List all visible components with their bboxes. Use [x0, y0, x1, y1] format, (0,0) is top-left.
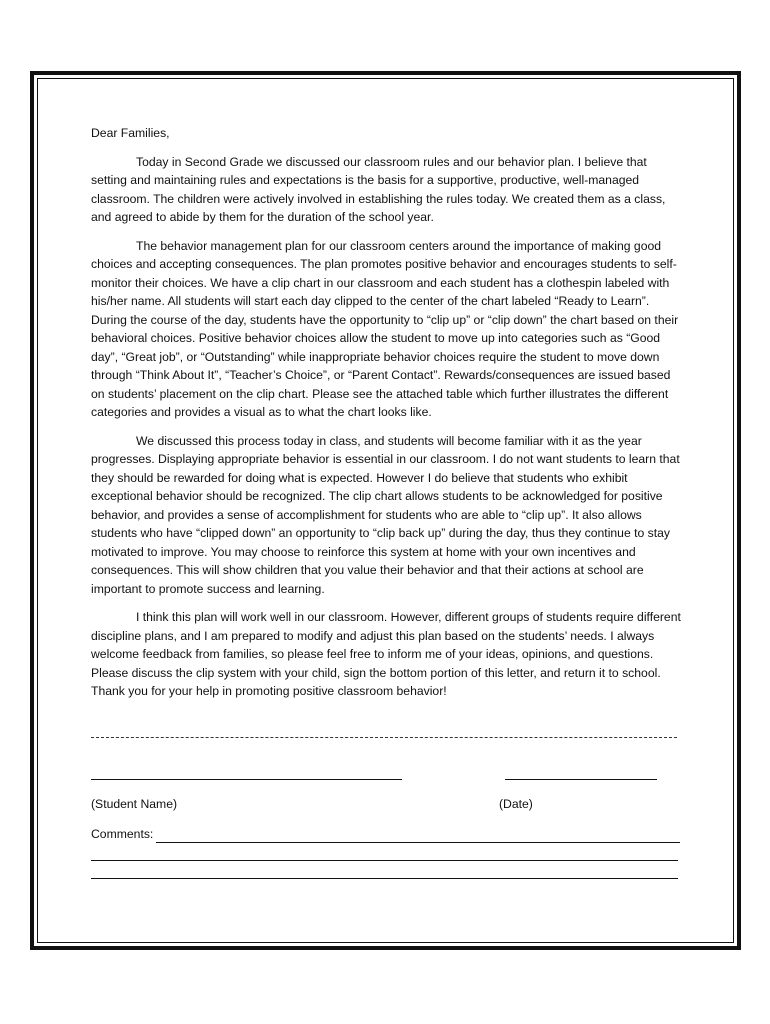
comments-line-2[interactable]	[91, 860, 678, 861]
paragraph-process: We discussed this process today in class, and students will become familiar with it as the year progresses. Displaying appropriate behavior is essential in our classroom. I do not want students to learn that they should be rewarded for doing what is expected. However I do believe that students who exhibit exceptional behavior should be recognized. The clip chart allows students to be acknowledged for positive behavior, and provides a sense of accomplishment for students who are able to “clip up”. It also allows students who have “clipped down” an opportunity to “clip back up” during the day, thus they continue to stay motivated to improve. You may choose to reinforce this system at home with your own incentives and consequences. This will show children that you value their behavior and that their actions at school are important to promote success and learning.	[91, 433, 680, 596]
greeting: Dear Families,	[91, 126, 170, 140]
paragraph-intro: Today in Second Grade we discussed our classroom rules and our behavior plan. I believe that setting and maintaining rules and expectations is the basis for a supportive, productive, well-managed classroom. The children were actively involved in establishing the rules today. We created them as a class, and agreed to abide by them for the duration of the school year.	[91, 154, 666, 224]
comments-label: Comments:	[91, 827, 154, 841]
paragraph-closing: I think this plan will work well in our classroom. However, different groups of students require different discipline plans, and I am prepared to modify and adjust this plan based on the students’ needs. I always welcome feedback from families, so please feel free to inform me of your ideas, opinions, and questions. Please discuss the clip system with your child, sign the bottom portion of this letter, and return it to school. Thank you for your help in promoting positive classroom behavior!	[91, 610, 681, 698]
letter-body	[91, 124, 681, 711]
comments-line-3[interactable]	[91, 878, 678, 879]
comments-line-1[interactable]	[156, 842, 680, 843]
student-name-line[interactable]	[91, 779, 402, 780]
paragraph-behavior-plan: The behavior management plan for our classroom centers around the importance of making good choices and accepting consequences. The plan promotes positive behavior and encourages students to self-monitor their choices. We have a clip chart in our classroom and each student has a clothespin labeled with his/her name. All students will start each day clipped to the center of the chart labeled “Ready to Learn”. During the course of the day, students have the opportunity to “clip up” or “clip down” the chart based on their behavioral choices. Positive behavior choices allow the student to move up into categories such as “Good day”, “Great job”, or “Outstanding” while inappropriate behavior choices require the student to move down through “Think About It”, “Teacher’s Choice”, or “Parent Contact”. Rewards/consequences are issued based on students’ placement on the clip chart. Please see the attached table which further illustrates the different categories and provides a visual as to what the chart looks like.	[91, 238, 679, 419]
date-label: (Date)	[499, 797, 533, 811]
date-line[interactable]	[505, 779, 657, 780]
student-name-label: (Student Name)	[91, 797, 178, 811]
cut-line	[91, 737, 677, 738]
